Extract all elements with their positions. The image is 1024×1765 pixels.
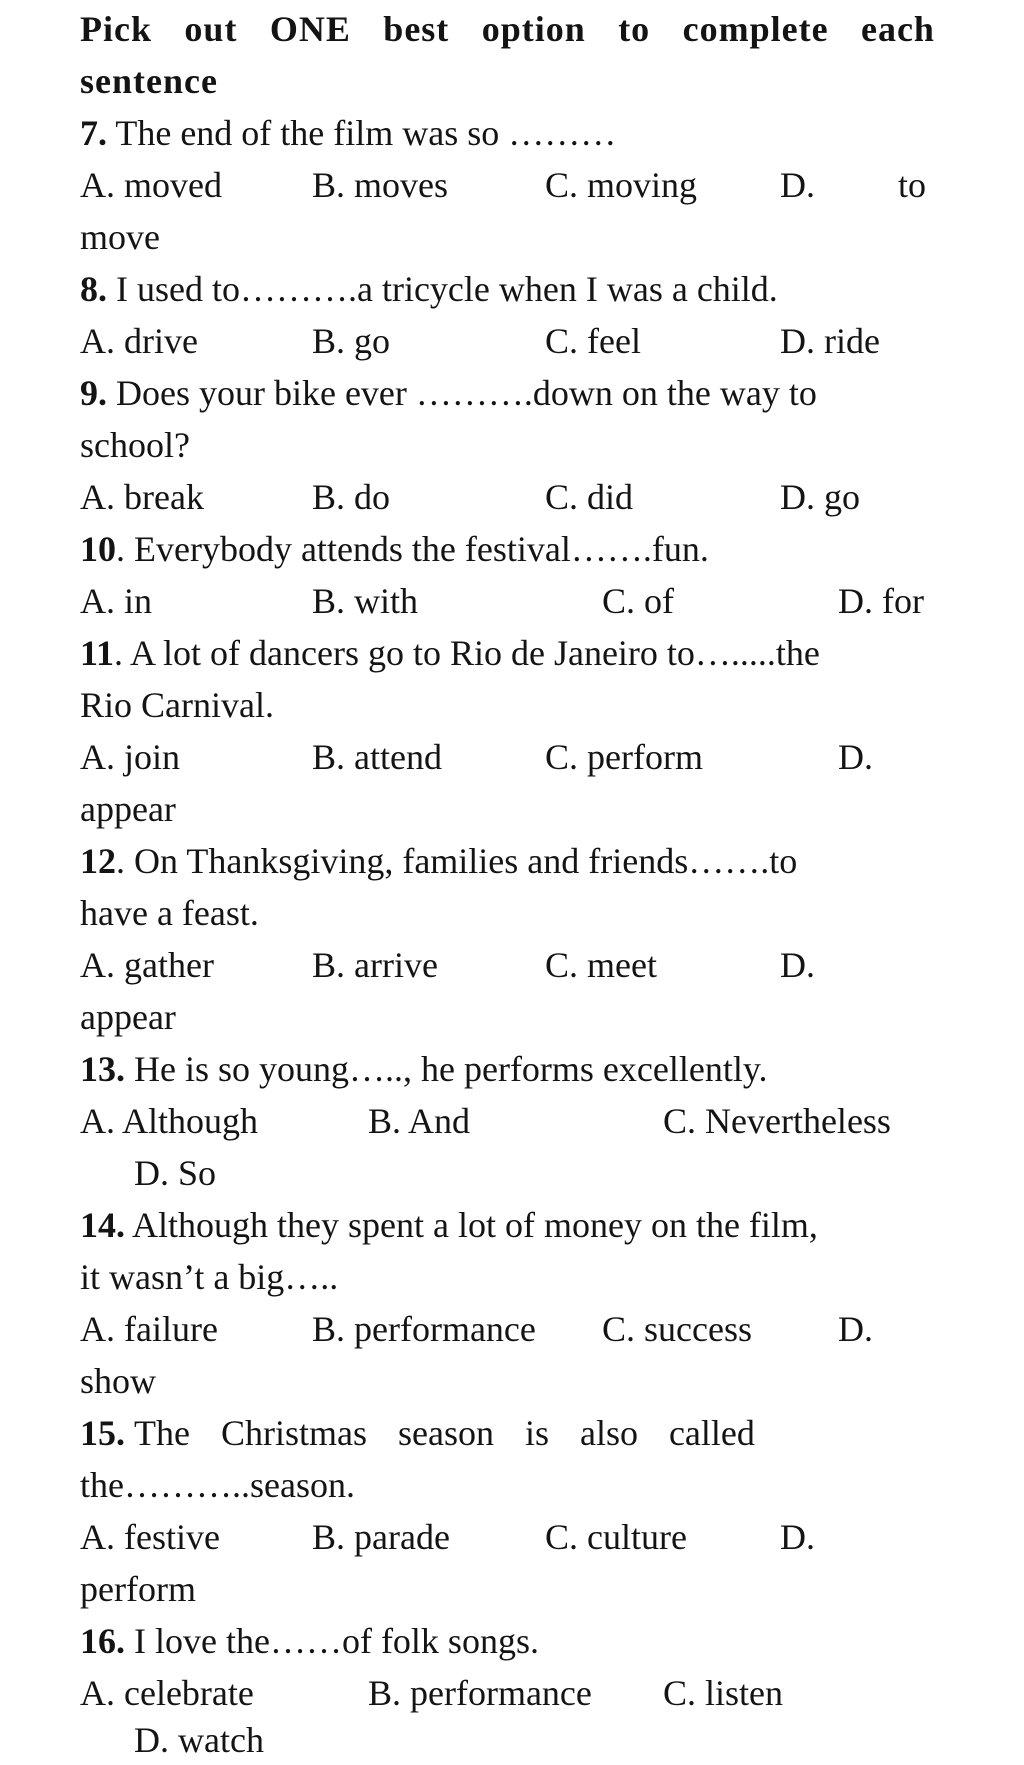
- question-number: 11: [80, 633, 115, 673]
- question-number: 9.: [80, 373, 107, 413]
- option-b: B. arrive: [312, 945, 438, 985]
- option-b: B. And: [368, 1101, 471, 1141]
- option-b: B. performance: [312, 1309, 536, 1349]
- option-a: A. failure: [80, 1309, 218, 1349]
- question-10-options: [80, 576, 935, 626]
- title-word: best: [383, 9, 450, 49]
- option-a: A. join: [80, 737, 181, 777]
- question-text: . On Thanksgiving, families and friends…….to: [116, 841, 798, 881]
- question-text: Does your bike ever ……….down on the way to: [116, 373, 817, 413]
- option-a: A. Although: [80, 1101, 259, 1141]
- option-b: B. go: [312, 321, 391, 361]
- question-11-options: [80, 732, 935, 782]
- question-9-stem-wrap: school?: [80, 425, 190, 465]
- question-number: 8.: [80, 269, 107, 309]
- option-d: D.: [780, 165, 815, 205]
- option-d-text: to: [898, 165, 927, 205]
- question-10-stem: [80, 524, 935, 574]
- question-text: The Christmas season is also called: [134, 1413, 755, 1453]
- question-16-options-wrap: [80, 1715, 935, 1765]
- option-a: A. festive: [80, 1517, 220, 1557]
- option-d: D.: [838, 737, 873, 777]
- question-14-stem-wrap: it wasn’t a big…..: [80, 1257, 339, 1297]
- option-a: A. celebrate: [80, 1673, 254, 1713]
- question-15-stem-wrap: the………..season.: [80, 1465, 355, 1505]
- option-a: A. break: [80, 477, 204, 517]
- question-12-options: [80, 940, 935, 990]
- question-12-stem-wrap: have a feast.: [80, 893, 259, 933]
- question-text: The end of the film was so ………: [115, 113, 617, 153]
- question-text: Although they spent a lot of money on the film,: [132, 1205, 818, 1245]
- option-c: C. Nevertheless: [663, 1101, 891, 1141]
- option-c: C. of: [602, 581, 674, 621]
- title-line-2: sentence: [80, 61, 218, 101]
- question-16-options: [80, 1668, 935, 1718]
- question-12-stem: [80, 836, 935, 886]
- option-d: D. ride: [780, 321, 880, 361]
- option-c: C. moving: [545, 165, 698, 205]
- option-a: A. gather: [80, 945, 214, 985]
- question-11-stem: [80, 628, 935, 678]
- question-8-stem: [80, 264, 935, 314]
- title-word: complete: [682, 9, 829, 49]
- option-d: D. So: [134, 1153, 217, 1193]
- option-d: D.: [838, 1309, 873, 1349]
- question-13-stem: [80, 1044, 935, 1094]
- title-word: Pick: [80, 9, 152, 49]
- question-7-stem: [80, 108, 935, 158]
- question-number: 13.: [80, 1049, 125, 1089]
- question-15-options-wrap: perform: [80, 1569, 196, 1609]
- option-b: B. attend: [312, 737, 442, 777]
- question-14-stem: [80, 1200, 935, 1250]
- question-8-options: [80, 316, 935, 366]
- title-word: each: [860, 9, 935, 49]
- option-c: C. meet: [545, 945, 657, 985]
- option-d: D.: [780, 945, 815, 985]
- question-14-options-wrap: show: [80, 1361, 157, 1401]
- question-15-options: [80, 1512, 935, 1562]
- option-c: C. listen: [663, 1673, 784, 1713]
- option-d: D. for: [838, 581, 924, 621]
- question-12-options-wrap: appear: [80, 997, 176, 1037]
- question-11-options-wrap: appear: [80, 789, 176, 829]
- question-9-stem: [80, 368, 935, 418]
- question-15-stem: [80, 1408, 935, 1458]
- option-c: C. did: [545, 477, 634, 517]
- option-b: B. parade: [312, 1517, 450, 1557]
- question-number: 14.: [80, 1205, 125, 1245]
- option-b: B. performance: [368, 1673, 592, 1713]
- option-b: B. with: [312, 581, 419, 621]
- question-16-stem: [80, 1616, 935, 1666]
- question-number: 7.: [80, 113, 107, 153]
- option-c: C. success: [602, 1309, 752, 1349]
- option-c: C. culture: [545, 1517, 687, 1557]
- question-14-options: [80, 1304, 935, 1354]
- option-d: D.: [780, 1517, 815, 1557]
- question-13-options-wrap: [80, 1148, 935, 1198]
- question-13-options: [80, 1096, 935, 1146]
- option-b: B. do: [312, 477, 391, 517]
- question-text: . A lot of dancers go to Rio de Janeiro to….....the: [114, 633, 820, 673]
- question-number: 15.: [80, 1413, 125, 1453]
- question-text: I used to……….a tricycle when I was a child.: [116, 269, 778, 309]
- question-number: 12: [80, 841, 116, 881]
- question-11-stem-wrap: Rio Carnival.: [80, 685, 274, 725]
- option-a: A. in: [80, 581, 152, 621]
- question-text: I love the……of folk songs.: [134, 1621, 539, 1661]
- option-d: D. watch: [134, 1720, 264, 1760]
- title-word: option: [481, 9, 586, 49]
- question-text: . Everybody attends the festival…….fun.: [116, 529, 709, 569]
- title-line-1: [80, 4, 935, 54]
- option-c: C. perform: [545, 737, 703, 777]
- question-7-options: [80, 160, 935, 210]
- question-number: 10: [80, 529, 116, 569]
- title-word: ONE: [269, 9, 351, 49]
- option-a: A. drive: [80, 321, 198, 361]
- option-d: D. go: [780, 477, 860, 517]
- option-b: B. moves: [312, 165, 449, 205]
- title-word: out: [184, 9, 238, 49]
- question-text: He is so young….., he performs excellently.: [134, 1049, 768, 1089]
- question-number: 16.: [80, 1621, 125, 1661]
- question-7-options-wrap: move: [80, 217, 160, 257]
- option-c: C. feel: [545, 321, 641, 361]
- question-9-options: [80, 472, 935, 522]
- title-word: to: [618, 9, 651, 49]
- option-a: A. moved: [80, 165, 222, 205]
